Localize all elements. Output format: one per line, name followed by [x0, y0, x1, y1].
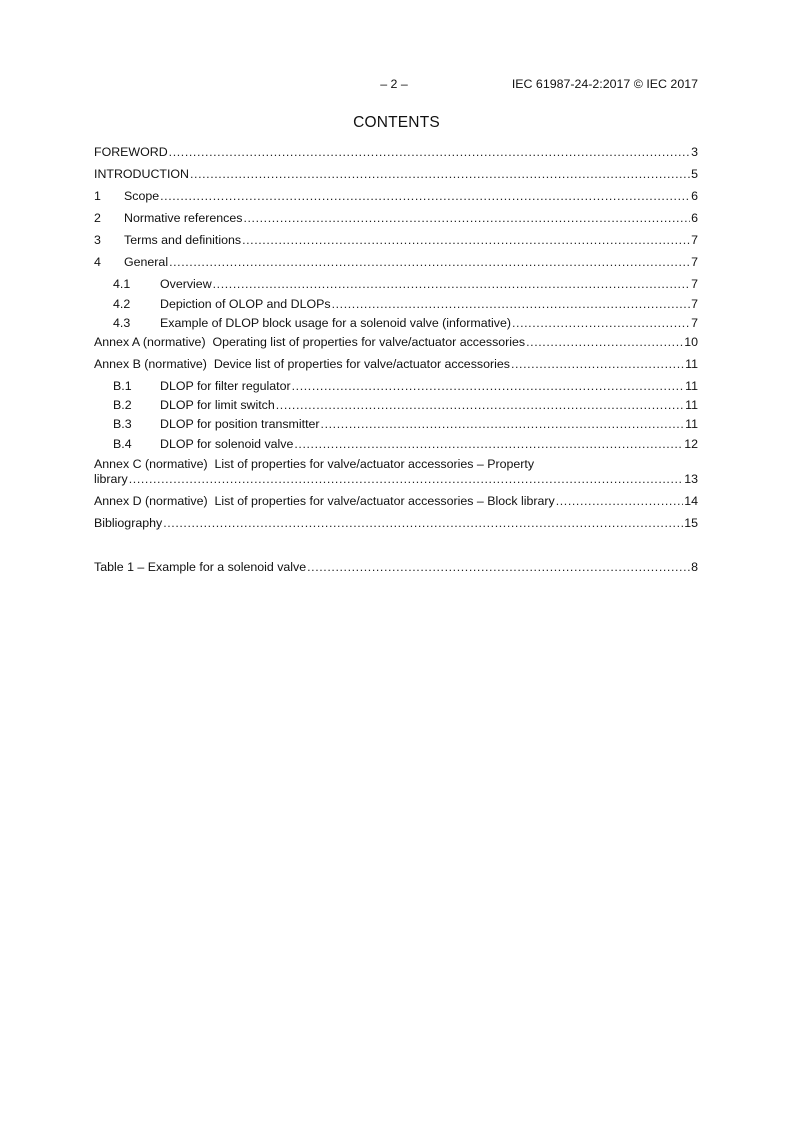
toc-entry-number: 2: [94, 211, 101, 225]
toc-entry-annex-d[interactable]: [94, 494, 698, 510]
toc-entry-page: 12: [684, 437, 698, 451]
leader-dots: [276, 398, 684, 412]
toc-entry-number: B.4: [113, 437, 132, 451]
toc-entry-page: 8: [691, 560, 698, 574]
leader-dots: [294, 437, 683, 451]
toc-entry-number: 4.1: [113, 277, 131, 291]
toc-entry-title: Bibliography: [94, 516, 163, 530]
toc-entry-number: 4.3: [113, 316, 131, 330]
toc-entry-annex-b[interactable]: [94, 357, 698, 373]
leader-dots: [163, 516, 683, 530]
toc-entry-page: 7: [691, 277, 698, 291]
toc-entry-introduction[interactable]: [94, 167, 698, 183]
toc-entry-title: INTRODUCTION: [94, 167, 189, 181]
toc-entry-foreword[interactable]: [94, 145, 698, 161]
toc-entry-annex-c-line1[interactable]: [94, 457, 698, 473]
toc-entry-page: 10: [684, 335, 698, 349]
toc-entry-title: DLOP for filter regulator: [160, 379, 291, 393]
toc-entry-general[interactable]: [94, 255, 698, 271]
toc-entry-annex-c[interactable]: [94, 472, 698, 488]
toc-entry-title: DLOP for position transmitter: [160, 417, 320, 431]
toc-entry-title: Terms and definitions: [124, 233, 242, 247]
toc-entry-number: B.2: [113, 398, 132, 412]
leader-dots: [307, 560, 690, 574]
toc-entry-title: Annex C (normative) List of properties for valve/actuator accessories – Property: [94, 457, 535, 471]
toc-entry-page: 7: [691, 297, 698, 311]
toc-entry-page: 11: [685, 398, 698, 412]
toc-entry-title: FOREWORD: [94, 145, 168, 159]
toc-entry-page: 7: [691, 316, 698, 330]
toc-entry-page: 3: [691, 145, 698, 159]
document-reference: IEC 61987-24-2:2017 © IEC 2017: [511, 77, 698, 91]
toc-entry-overview[interactable]: [94, 277, 698, 293]
toc-entry-title: DLOP for solenoid valve: [160, 437, 294, 451]
toc-entry-page: 14: [684, 494, 698, 508]
toc-entry-page: 15: [684, 516, 698, 530]
toc-entry-scope[interactable]: [94, 189, 698, 205]
leader-dots: [332, 297, 691, 311]
leader-dots: [292, 379, 685, 393]
leader-dots: [190, 167, 690, 181]
contents-title: CONTENTS: [353, 114, 440, 131]
leader-dots: [321, 417, 685, 431]
toc-entry-page: 6: [691, 189, 698, 203]
leader-dots: [511, 357, 684, 371]
toc-entry-page: 11: [685, 357, 698, 371]
leader-dots: [556, 494, 683, 508]
toc-entry-table-1[interactable]: [94, 560, 698, 576]
toc-entry-number: B.3: [113, 417, 132, 431]
toc-entry-page: 7: [691, 255, 698, 269]
toc-entry-title-continued: library: [94, 472, 128, 486]
toc-entry-title: Annex A (normative) Operating list of properties for valve/actuator accessories: [94, 335, 526, 349]
leader-dots: [213, 277, 690, 291]
toc-entry-dlop-block-example[interactable]: [94, 316, 698, 332]
toc-entry-page: 6: [691, 211, 698, 225]
leader-dots: [242, 233, 690, 247]
toc-entry-normative-references[interactable]: [94, 211, 698, 227]
toc-entry-number: 4.2: [113, 297, 131, 311]
toc-entry-dlop-filter-regulator[interactable]: [94, 379, 698, 395]
toc-entry-bibliography[interactable]: [94, 516, 698, 532]
leader-dots: [129, 472, 683, 486]
toc-entry-title: General: [124, 255, 169, 269]
toc-entry-page: 11: [685, 417, 698, 431]
leader-dots: [160, 189, 690, 203]
toc-entry-annex-a[interactable]: [94, 335, 698, 351]
leader-dots: [526, 335, 683, 349]
toc-entry-number: B.1: [113, 379, 132, 393]
toc-entry-page: 11: [685, 379, 698, 393]
toc-entry-title: Overview: [160, 277, 212, 291]
toc-entry-terms-and-definitions[interactable]: [94, 233, 698, 249]
toc-entry-page: 13: [684, 472, 698, 486]
toc-entry-title: Annex B (normative) Device list of properties for valve/actuator accessories: [94, 357, 510, 371]
leader-dots: [512, 316, 690, 330]
page-number: – 2 –: [380, 77, 408, 91]
toc-entry-title: Scope: [124, 189, 160, 203]
toc-entry-title: Depiction of OLOP and DLOPs: [160, 297, 331, 311]
page-header: [94, 77, 698, 93]
toc-entry-dlop-position-transmitter[interactable]: [94, 417, 698, 433]
toc-entry-title: DLOP for limit switch: [160, 398, 275, 412]
toc-entry-title: Example of DLOP block usage for a solenoid valve (informative): [160, 316, 512, 330]
leader-dots: [169, 145, 690, 159]
leader-dots: [243, 211, 690, 225]
leader-dots: [169, 255, 690, 269]
toc-entry-page: 5: [691, 167, 698, 181]
toc-entry-number: 3: [94, 233, 101, 247]
toc-entry-title: Normative references: [124, 211, 243, 225]
toc-entry-number: 4: [94, 255, 101, 269]
toc-entry-number: 1: [94, 189, 101, 203]
toc-entry-dlop-solenoid-valve[interactable]: [94, 437, 698, 453]
toc-entry-title: Table 1 – Example for a solenoid valve: [94, 560, 307, 574]
toc-entry-title: Annex D (normative) List of properties for valve/actuator accessories – Block library: [94, 494, 555, 508]
toc-entry-page: 7: [691, 233, 698, 247]
toc-entry-depiction-olop-dlops[interactable]: [94, 297, 698, 313]
toc-entry-dlop-limit-switch[interactable]: [94, 398, 698, 414]
